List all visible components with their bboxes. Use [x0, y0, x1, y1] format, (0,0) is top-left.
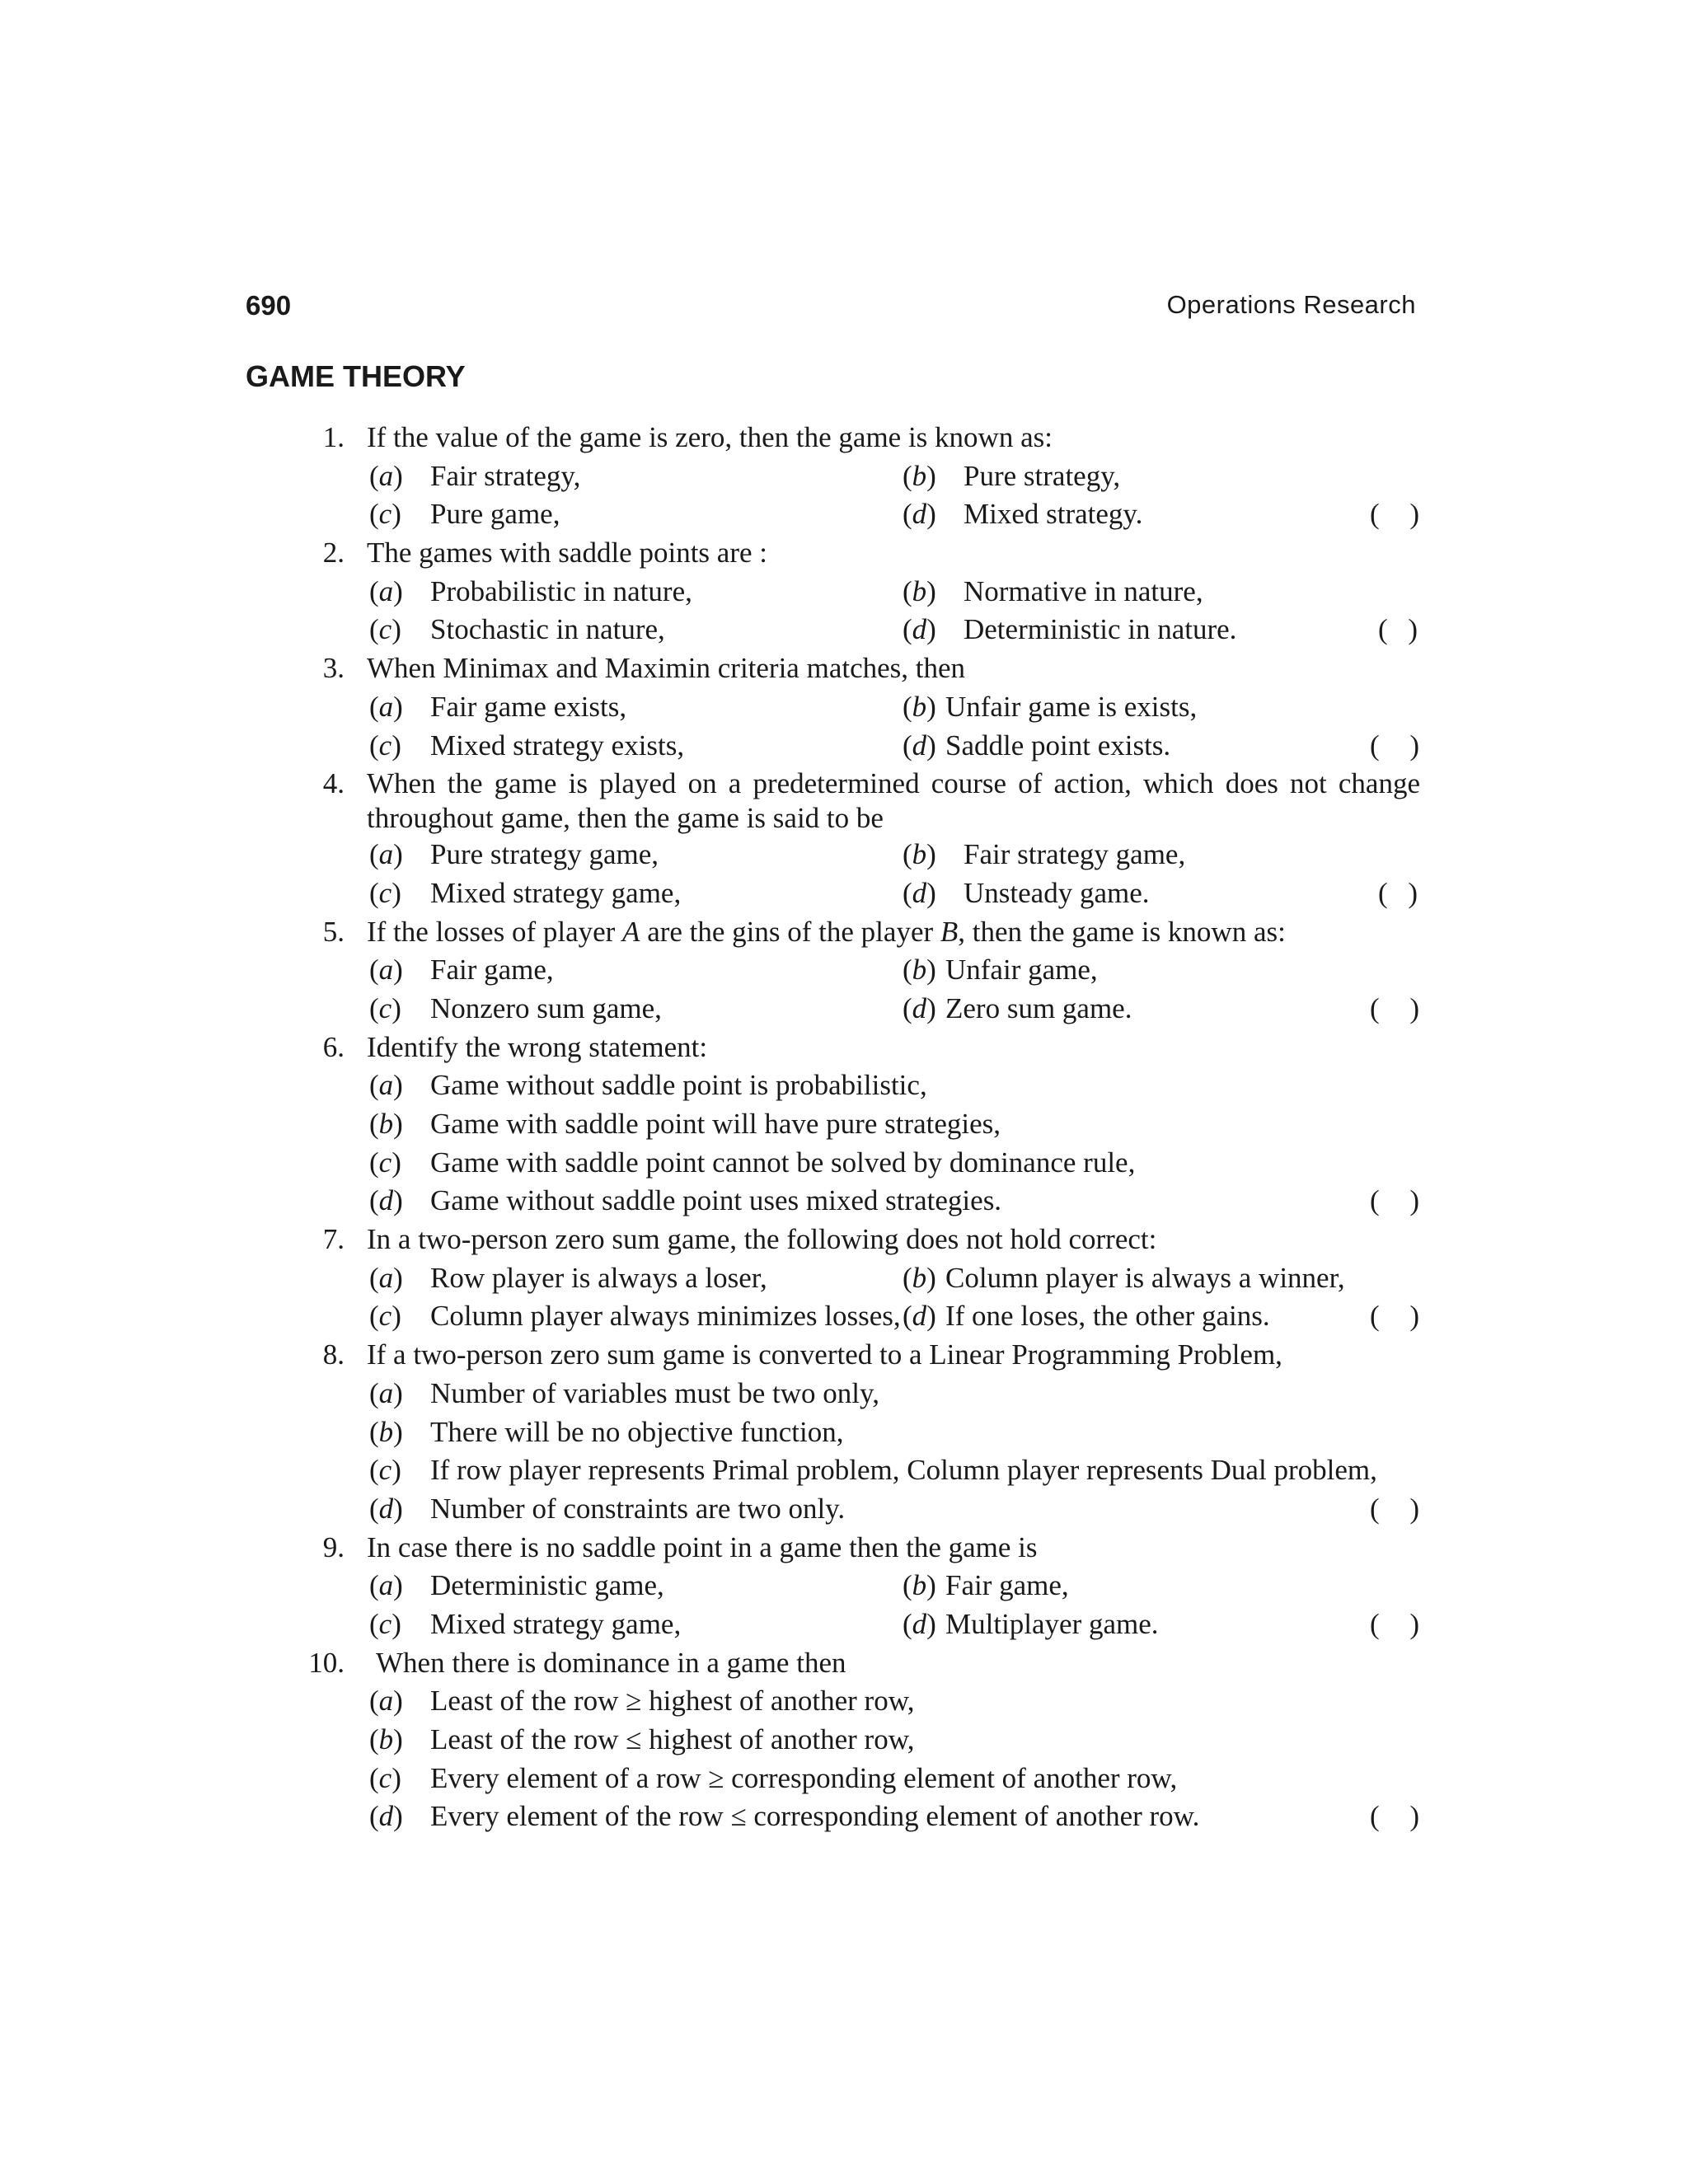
question-7: 7. In a two-person zero sum game, the following does not hold correct: (a) Row player is always a loser, (b) Column player is always a winner, (c) Column player always minimizes losses, (d) If one loses, the other gains. ( ): [0, 1221, 1688, 1336]
answer-blank[interactable]: ( ): [1370, 991, 1419, 1024]
question-1: 1. If the value of the game is zero, then the game is known as: (a) Fair strategy, (b) Pure strategy, (c) Pure game, (d) Mixed strategy. ( ): [0, 419, 1688, 534]
question-text: In case there is no saddle point in a game then the game is: [367, 1530, 1038, 1563]
answer-blank[interactable]: ( ): [1370, 729, 1419, 762]
question-number: 1.: [322, 421, 345, 453]
question-2: 2. The games with saddle points are : (a) Probabilistic in nature, (b) Normative in nature, (c) Stochastic in nature, (d) Deterministic in nature. ( ): [0, 534, 1688, 649]
question-text: If the value of the game is zero, then the game is known as:: [367, 421, 1053, 453]
question-text: The games with saddle points are :: [367, 537, 767, 569]
page-number: 690: [246, 290, 292, 321]
question-text: If a two-person zero sum game is converted to a Linear Programming Problem,: [367, 1338, 1282, 1371]
question-number: 5.: [322, 915, 345, 948]
answer-blank[interactable]: ( ): [1370, 498, 1419, 531]
answer-blank[interactable]: ( ): [1370, 1300, 1419, 1333]
question-4: 4. When the game is played on a predetermined course of action, which does not change throughout game, then the game is said to be (a) Pure strategy game, (b) Fair strategy game, (c) Mixed strategy game, (d) Unsteady game. ( ): [0, 765, 1688, 912]
answer-blank[interactable]: ( ): [1370, 1492, 1419, 1525]
question-number: 7.: [322, 1223, 345, 1256]
question-5: 5. If the losses of player A are the gins of the player B, then the game is known as: (a) Fair game, (b) Unfair game, (c) Nonzero sum game, (d) Zero sum game. ( ): [0, 913, 1688, 1029]
answer-blank[interactable]: ( ): [1370, 1607, 1419, 1640]
question-number: 4.: [322, 767, 345, 800]
question-10: 10. When there is dominance in a game then (a) Least of the row ≥ highest of another row, (b) Least of the row ≤ highest of another row, (c) Every element of a row ≥ corresponding element of another row, (d) Every element of the row ≤ corresponding element of another row. ( ): [0, 1644, 1688, 1836]
question-text: When there is dominance in a game then: [376, 1646, 846, 1679]
question-number: 3.: [322, 652, 345, 685]
question-text: When the game is played on a predetermined course of action, which does not change throughout game, then the game is said to be: [367, 767, 1420, 835]
section-title: GAME THEORY: [246, 359, 466, 393]
question-3: 3. When Minimax and Maximin criteria matches, then (a) Fair game exists, (b) Unfair game is exists, (c) Mixed strategy exists, (d) Saddle point exists. ( ): [0, 649, 1688, 765]
question-text: Identify the wrong statement:: [367, 1030, 708, 1063]
question-number: 2.: [322, 537, 345, 569]
question-text: If the losses of player A are the gins of the player B, then the game is known as:: [367, 915, 1286, 948]
question-text: In a two-person zero sum game, the following does not hold correct:: [367, 1223, 1157, 1256]
question-9: 9. In case there is no saddle point in a game then the game is (a) Deterministic game, (b) Fair game, (c) Mixed strategy game, (d) Multiplayer game. ( ): [0, 1529, 1688, 1644]
answer-blank[interactable]: ( ): [1370, 1184, 1419, 1217]
question-list: [0, 419, 1688, 1836]
running-title: Operations Research: [1166, 290, 1416, 319]
question-number: 6.: [322, 1030, 345, 1063]
answer-blank[interactable]: ( ): [1370, 1800, 1419, 1833]
question-6: 6. Identify the wrong statement: (a) Game without saddle point is probabilistic, (b) Game with saddle point will have pure strategies, (c) Game with saddle point cannot be solved by dominance rule, (d) Game without saddle point uses mixed strategies. ( ): [0, 1029, 1688, 1221]
question-text: When Minimax and Maximin criteria matches, then: [367, 652, 966, 685]
answer-blank[interactable]: ( ): [1378, 876, 1418, 909]
question-number: 10.: [308, 1646, 345, 1679]
question-number: 9.: [322, 1530, 345, 1563]
answer-blank[interactable]: ( ): [1378, 613, 1418, 646]
question-number: 8.: [322, 1338, 345, 1371]
question-8: 8. If a two-person zero sum game is converted to a Linear Programming Problem, (a) Number of variables must be two only, (b) There will be no objective function, (c) If row player represents Primal problem, Column player represents Dual problem, (d) Number of constraints are two only. ( ): [0, 1336, 1688, 1528]
